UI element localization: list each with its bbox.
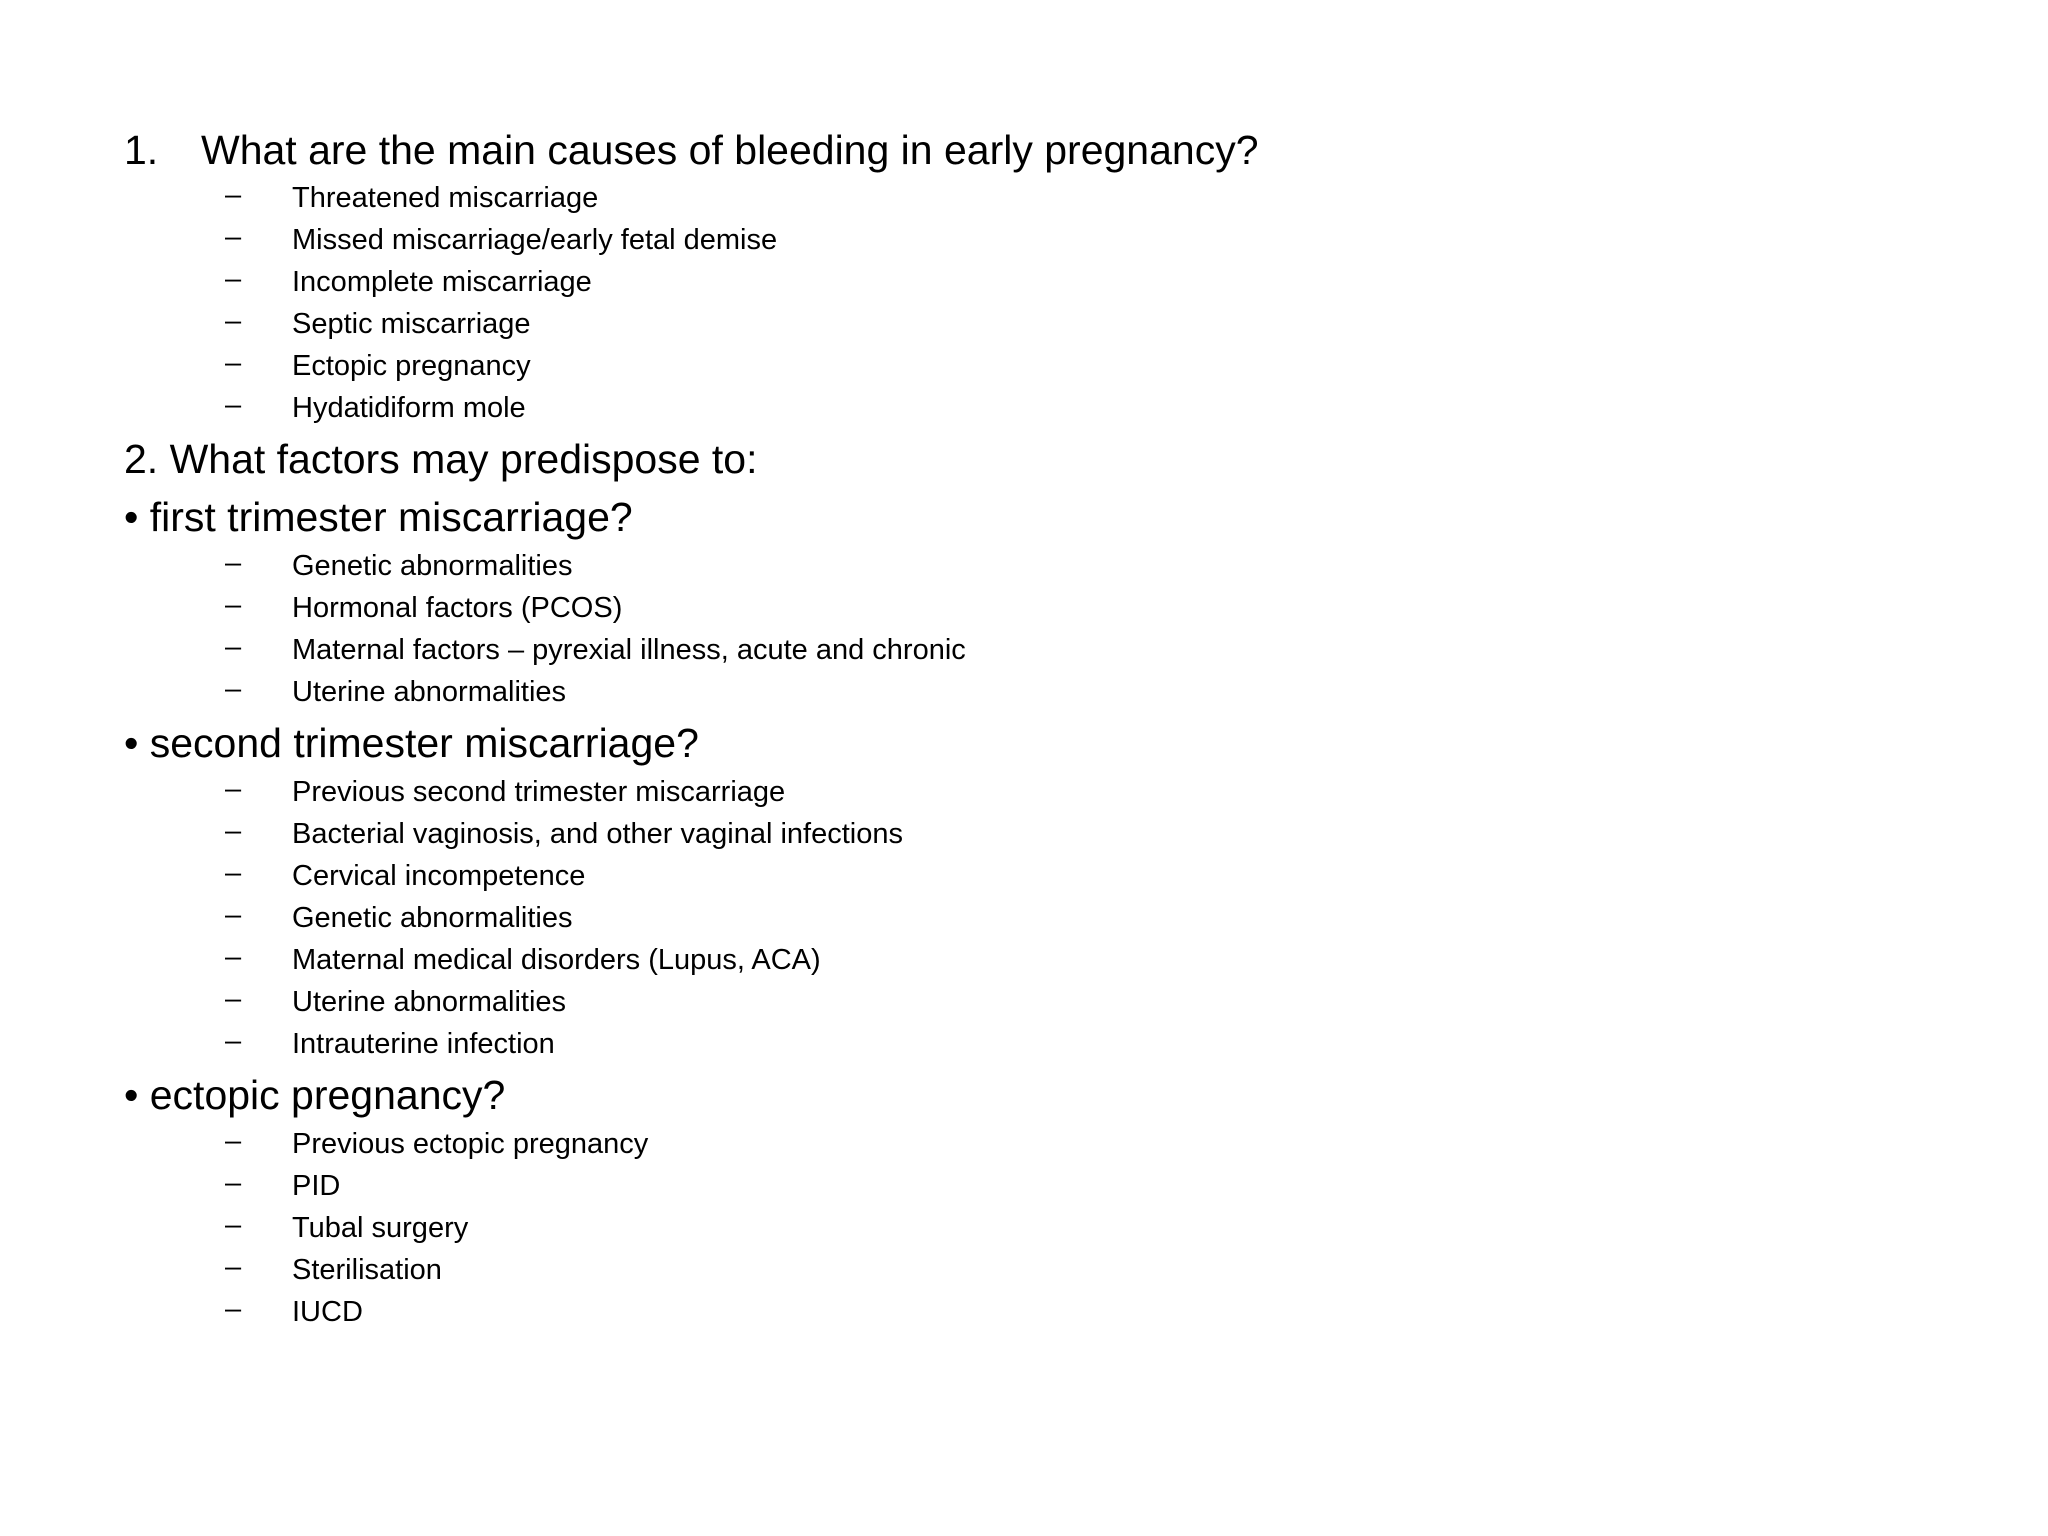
list-item-text: Hydatidiform mole [292,392,526,424]
question-1-number: 1. [124,127,159,173]
list-item-text: Bacterial vaginosis, and other vaginal infections [292,818,903,850]
dash-bullet: – [225,347,242,379]
list-item-text: Intrauterine infection [292,1028,555,1060]
list-item-text: Uterine abnormalities [292,986,567,1018]
dash-bullet: – [225,179,242,211]
list-item-text: Genetic abnormalities [292,902,573,934]
dash-bullet: – [225,389,242,421]
dash-bullet: – [225,589,242,621]
list-item-text: Missed miscarriage/early fetal demise [292,224,778,256]
dash-bullet: – [225,815,242,847]
dash-bullet: – [225,1209,242,1241]
list-item-text: Septic miscarriage [292,308,531,340]
list-item-text: Uterine abnormalities [292,676,567,708]
list-item-text: IUCD [292,1296,363,1328]
list-item-text: Maternal medical disorders (Lupus, ACA) [292,944,821,976]
dash-bullet: – [225,673,242,705]
dash-bullet: – [225,221,242,253]
question-1-heading [124,126,1259,174]
dash-bullet: – [225,263,242,295]
dash-bullet: – [225,305,242,337]
dash-bullet: – [225,773,242,805]
list-item-text: Cervical incompetence [292,860,586,892]
dash-bullet: – [225,941,242,973]
first-trimester-heading: • first trimester miscarriage? [124,494,633,540]
list-item-text: Maternal factors – pyrexial illness, acute and chronic [292,634,966,666]
list-item-text: PID [292,1170,341,1202]
dash-bullet: – [225,631,242,663]
dash-bullet: – [225,547,242,579]
list-item-text: Genetic abnormalities [292,550,573,582]
list-item-text: Incomplete miscarriage [292,266,592,298]
list-item-text: Previous second trimester miscarriage [292,776,786,808]
question-1-title: What are the main causes of bleeding in early pregnancy? [201,127,1259,173]
list-item-text: Ectopic pregnancy [292,350,531,382]
list-item-text: Hormonal factors (PCOS) [292,592,623,624]
dash-bullet: – [225,899,242,931]
dash-bullet: – [225,1125,242,1157]
list-item-text: Threatened miscarriage [292,182,599,214]
dash-bullet: – [225,1293,242,1325]
second-trimester-heading: • second trimester miscarriage? [124,720,699,766]
list-item-text: Sterilisation [292,1254,442,1286]
ectopic-heading: • ectopic pregnancy? [124,1072,506,1118]
dash-bullet: – [225,1025,242,1057]
list-item-text: Previous ectopic pregnancy [292,1128,649,1160]
question-2-heading: 2. What factors may predispose to: [124,436,758,482]
dash-bullet: – [225,983,242,1015]
dash-bullet: – [225,857,242,889]
dash-bullet: – [225,1167,242,1199]
list-item-text: Tubal surgery [292,1212,469,1244]
dash-bullet: – [225,1251,242,1283]
